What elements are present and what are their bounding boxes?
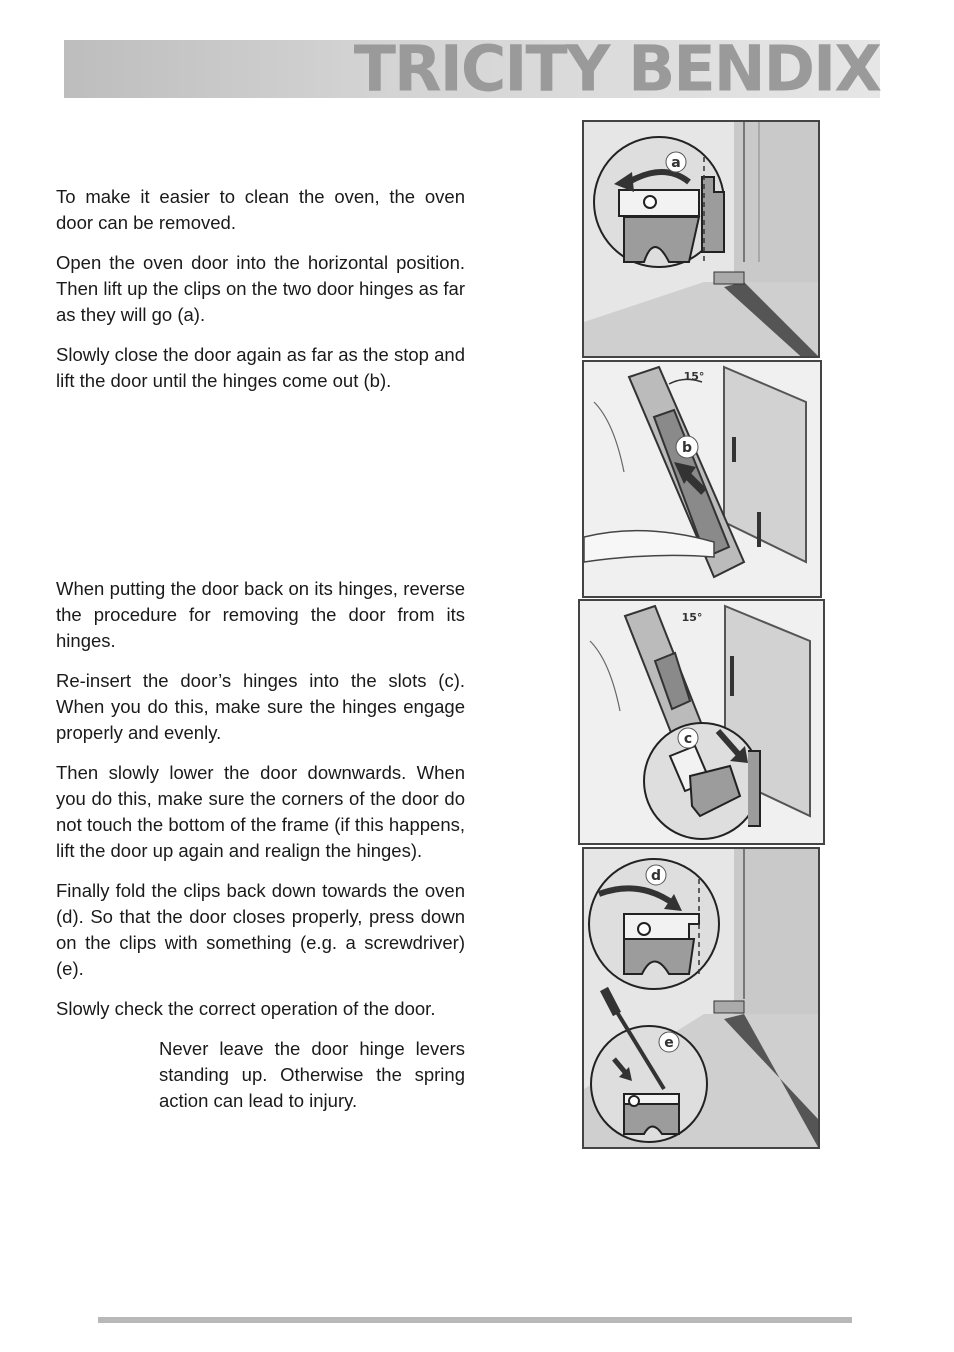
header-banner xyxy=(64,31,880,106)
paragraph: Slowly check the correct operation of the door. xyxy=(56,998,436,1019)
paragraph: To make it easier to clean the oven, the oven door can be removed. xyxy=(56,186,465,233)
refit-instructions xyxy=(56,576,465,1128)
paragraph: When putting the door back on its hinges, reverse the procedure for removing the door from its hinges. xyxy=(56,578,465,651)
figure-label-d: d xyxy=(650,868,662,884)
paragraph: Open the oven door into the horizontal position. Then lift up the clips on the two door hinges as far as they will go (a). xyxy=(56,252,465,325)
angle-label: 15° xyxy=(683,370,705,383)
removal-instructions xyxy=(56,184,465,408)
footer-rule xyxy=(98,1317,852,1323)
paragraph: Then slowly lower the door downwards. When you do this, make sure the corners of the door do not touch the bottom of the frame (if this happens, lift the door up again and realign the hinges). xyxy=(56,762,465,861)
paragraph: Finally fold the clips back down towards the oven (d). So that the door closes properly, press down on the clips with something (e.g. a screwdriver) (e). xyxy=(56,880,465,979)
angle-label: 15° xyxy=(681,611,703,624)
paragraph: Slowly close the door again as far as the stop and lift the door until the hinges come out (b). xyxy=(56,344,465,391)
paragraph: Re-insert the door’s hinges into the slots (c). When you do this, make sure the hinges engage properly and evenly. xyxy=(56,670,465,743)
figure-b-lift-door xyxy=(582,360,822,598)
figure-label-c: c xyxy=(683,731,693,747)
brand-logo: TRICITY BENDIX xyxy=(353,31,880,106)
figure-label-b: b xyxy=(681,440,693,456)
warning-note: Never leave the door hinge levers standing up. Otherwise the spring action can lead to injury. xyxy=(159,1038,465,1111)
figure-d-e-fold-clips xyxy=(582,847,820,1149)
figure-a-lift-clips xyxy=(582,120,820,358)
figure-c-insert-hinges xyxy=(578,599,825,845)
figure-label-a: a xyxy=(671,155,681,171)
figure-label-e: e xyxy=(664,1035,674,1051)
